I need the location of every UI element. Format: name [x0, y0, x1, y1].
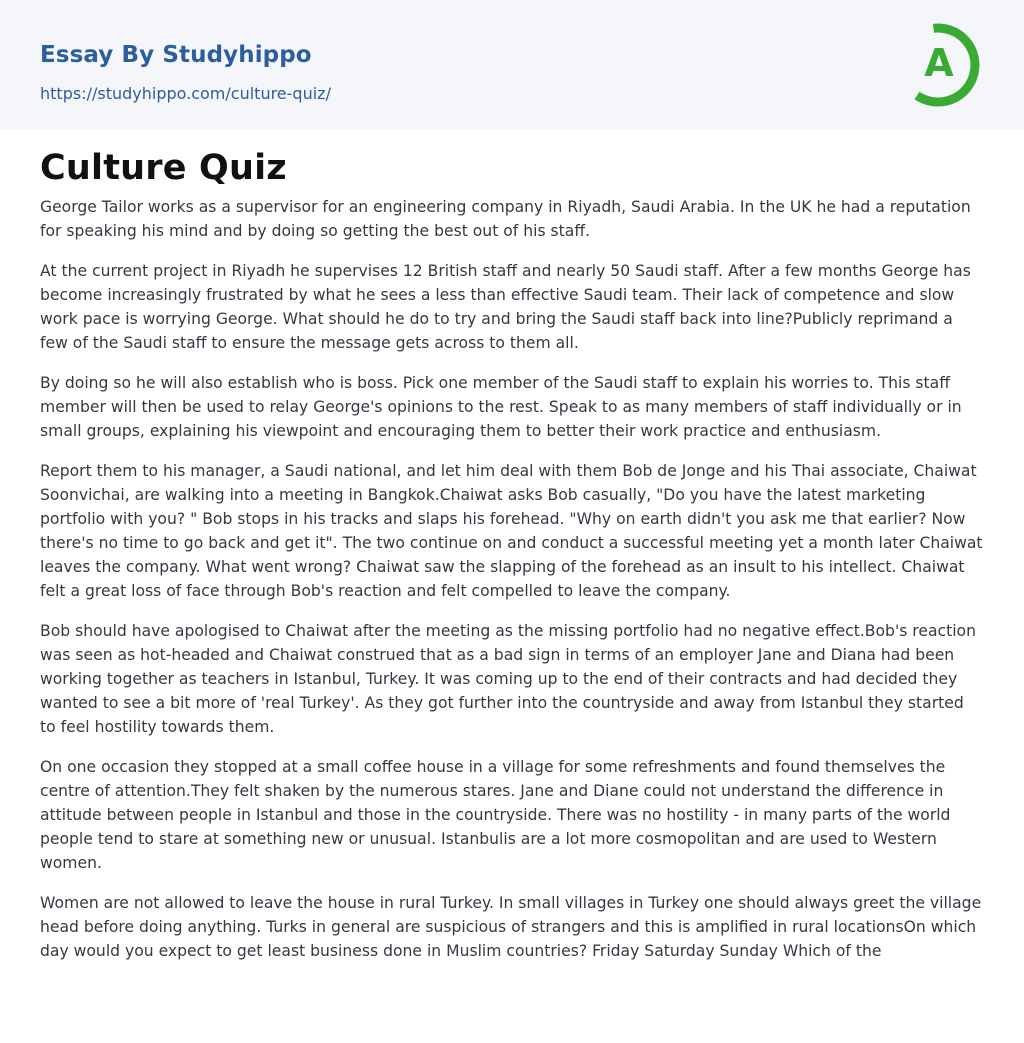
essay-url-link[interactable]: https://studyhippo.com/culture-quiz/: [40, 84, 331, 103]
paragraph: Women are not allowed to leave the house in rural Turkey. In small villages in Turkey one should always greet the village head before doing anything. Turks in general are suspicious of strangers and this is amplified in rural locationsOn which day would you expect to get least business done in Muslim countries? Friday Saturday Sunday Which of the: [40, 894, 982, 960]
paragraph: On one occasion they stopped at a small coffee house in a village for some refreshments and found themselves the centre of attention.They felt shaken by the numerous stares. Jane and Diane could not understand the difference in attitude between people in Istanbul and those in the countryside. There was no hostility - in many parts of the world people tend to stare at something new or unusual. Istanbulis are a lot more cosmopolitan and are used to Western women.: [40, 758, 951, 872]
site-brand[interactable]: Essay By Studyhippo: [40, 42, 312, 68]
paragraph: Bob should have apologised to Chaiwat after the meeting as the missing portfolio had no negative effect.Bob's reaction was seen as hot-headed and Chaiwat construed that as a bad sign in terms of an employer Jane and Diana had been working together as teachers in Istanbul, Turkey. It was coming up to the end of their contracts and had decided they wanted to see a bit more of 'real Turkey'. As they got further into the countryside and away from Istanbul they started to feel hostility towards them.: [40, 622, 976, 736]
logo-letter: A: [924, 41, 954, 85]
paragraph: George Tailor works as a supervisor for an engineering company in Riyadh, Saudi Arabia. In the UK he had a reputation for speaking his mind and by doing so getting the best out of his staff.: [40, 198, 971, 240]
page-header: [0, 0, 1024, 129]
paragraph: At the current project in Riyadh he supervises 12 British staff and nearly 50 Saudi staff. After a few months George has become increasingly frustrated by what he sees a less than effective Saudi team. Their lack of competence and slow work pace is worrying George. What should he do to try and bring the Saudi staff back into line?Publicly reprimand a few of the Saudi staff to ensure the message gets across to them all.: [40, 262, 971, 352]
studyhippo-logo-icon[interactable]: [906, 16, 990, 108]
paragraph: By doing so he will also establish who is boss. Pick one member of the Saudi staff to explain his worries to. This staff member will then be used to relay George's opinions to the rest. Speak to as many members of staff individually or in small groups, explaining his viewpoint and encouraging them to better their work practice and enthusiasm.: [40, 374, 962, 440]
article: [40, 129, 984, 979]
paragraph: Report them to his manager, a Saudi national, and let him deal with them Bob de Jonge and his Thai associate, Chaiwat Soonvichai, are walking into a meeting in Bangkok.Chaiwat asks Bob casually, "Do you have the latest marketing portfolio with you? " Bob stops in his tracks and slaps his forehead. "Why on earth didn't you ask me that earlier? Now there's no time to go back and get it". The two continue on and conduct a successful meeting yet a month later Chaiwat leaves the company. What went wrong? Chaiwat saw the slapping of the forehead as an insult to his intellect. Chaiwat felt a great loss of face through Bob's reaction and felt compelled to leave the company.: [40, 462, 983, 600]
page-title: Culture Quiz: [40, 148, 287, 188]
